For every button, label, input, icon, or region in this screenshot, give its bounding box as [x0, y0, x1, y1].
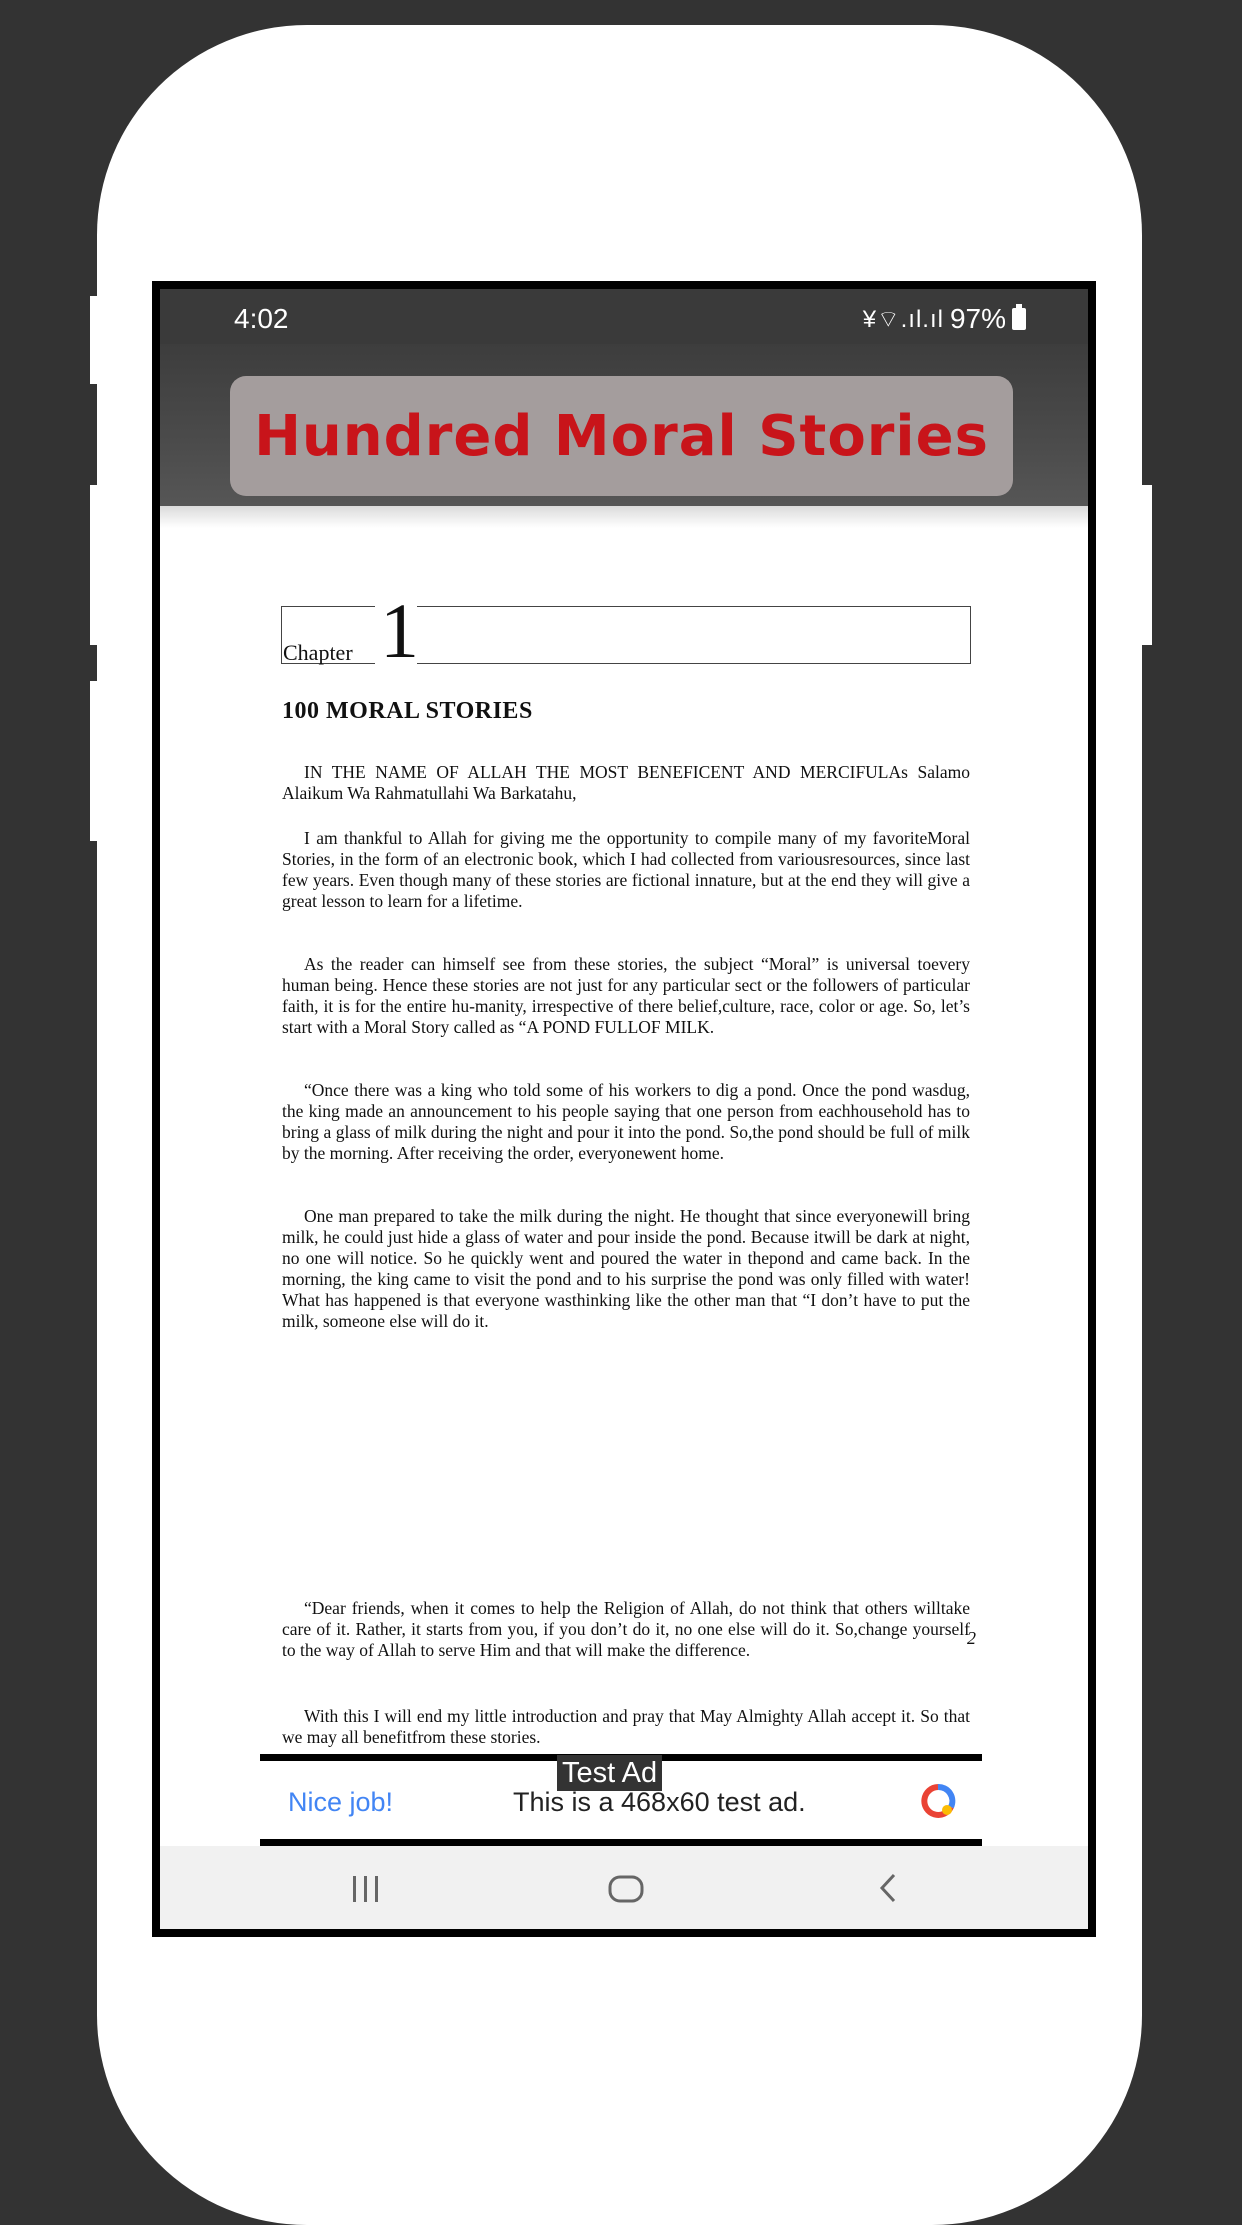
- navigation-bar: [160, 1846, 1088, 1929]
- document-heading: 100 MORAL STORIES: [282, 698, 533, 724]
- status-bar: [160, 289, 1088, 344]
- paragraph: “Once there was a king who told some of his workers to dig a pond. Once the pond wasdug, the king made an announcement to his people saying that one person from eachhousehold has to bring a glass of milk during the night and pour it into the pond. So,the pond should be full of milk by the morning. After receiving the order, everyonewent home.: [282, 1080, 970, 1163]
- paragraph: IN THE NAME OF ALLAH THE MOST BENEFICENT AND MERCIFULAs Salamo Alaikum Wa Rahmatullahi Wa Barkatahu,: [282, 762, 970, 803]
- ad-banner[interactable]: [260, 1754, 982, 1846]
- paragraph: With this I will end my little introduction and pray that May Almighty Allah accept it. So that we may all benefitfrom these stories.: [282, 1706, 970, 1747]
- battery-icon: [1012, 308, 1026, 330]
- title-banner: [230, 376, 1013, 496]
- test-ad-badge: Test Ad: [557, 1755, 662, 1791]
- signal-icons: ¥⌔.ıl.ıl: [862, 306, 944, 333]
- page-number: 2: [967, 1628, 976, 1648]
- chapter-number: 1: [380, 587, 419, 674]
- app-title: Hundred Moral Stories: [254, 403, 989, 469]
- home-icon[interactable]: [607, 1874, 645, 1909]
- battery-percent: 97%: [949, 303, 1006, 334]
- paragraph: “Dear friends, when it comes to help the Religion of Allah, do not think that others willtake care of it. Rather, it starts from you, if you don’t do it, no one else will do it. So,change yourself to the way of Allah to serve Him and that will make the difference.: [282, 1598, 970, 1660]
- phone-screen: [152, 281, 1096, 1937]
- app-bar: [160, 344, 1088, 506]
- chapter-label: Chapter: [283, 640, 353, 665]
- ad-logo-icon[interactable]: [920, 1783, 956, 1824]
- recents-icon[interactable]: [348, 1874, 384, 1909]
- status-time: 4:02: [234, 303, 289, 334]
- paragraph: One man prepared to take the milk during the night. He thought that since everyonewill bring milk, he could just hide a glass of water and pour inside the pond. Because itwill be dark at night, no one will notice. So he quickly went and poured the water in thepond and came back. In the morning, the king came to visit the pond and to his surprise the pond was only filled with water! What has happened is that everyone wasthinking like the other man that “I don’t have to put the milk, someone else will do it.: [282, 1206, 970, 1331]
- status-icons: [863, 303, 1026, 335]
- back-icon[interactable]: [876, 1872, 900, 1909]
- paragraph: As the reader can himself see from these stories, the subject “Moral” is universal toevery human being. Hence these stories are not just for any particular sect or the followers of particular faith, it is for the entire hu-manity, irrespective of there belief,culture, race, color or age. So, let’s start with a Moral Story called as “A POND FULLOF MILK.: [282, 954, 970, 1037]
- ad-nice-job-link[interactable]: Nice job!: [288, 1787, 394, 1817]
- paragraph: I am thankful to Allah for giving me the opportunity to compile many of my favoriteMoral Stories, in the form of an electronic book, which I had collected from variousresources, since last few years. Even though many of these stories are fictional innature, but at the end they will give a great lesson to learn for a lifetime.: [282, 828, 970, 911]
- pdf-viewer[interactable]: [160, 506, 1088, 1756]
- ad-text: This is a 468x60 test ad.: [513, 1787, 806, 1817]
